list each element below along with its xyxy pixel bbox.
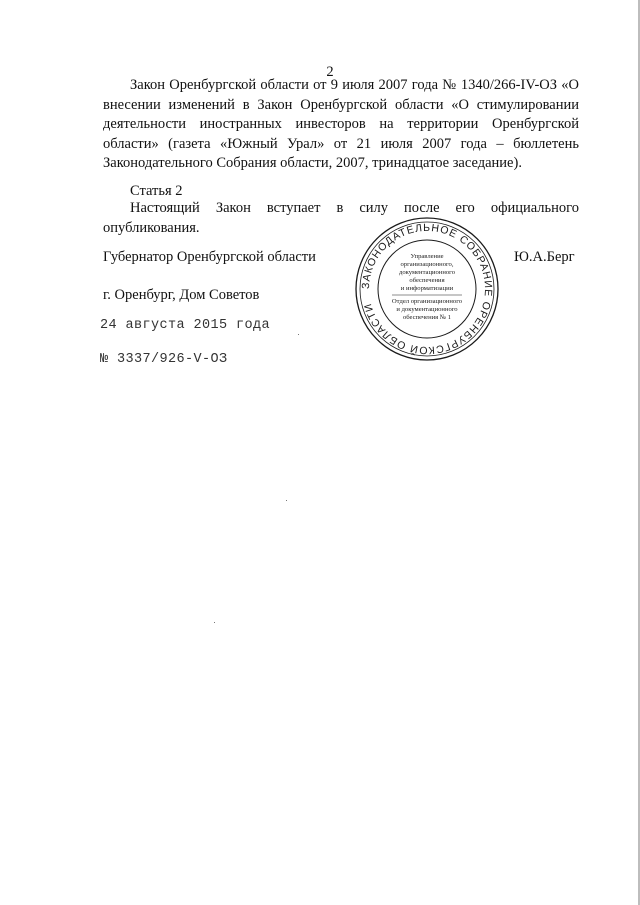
page-number: 2 [326,64,334,80]
article-text-line: опубликования. [103,219,200,236]
article-text-line: Настоящий Закон вступает в силу после его официального [130,200,579,216]
seal-outer-text: ЗАКОНОДАТЕЛЬНОЕ СОБРАНИЕ ОРЕНБУРГСКОЙ ОБЛАСТИ [359,221,495,357]
seal-inner-line: обеспечения [409,277,445,284]
scan-speck [286,500,287,501]
seal-inner-line: и информатизации [400,285,454,292]
seal-inner-line: и документационного [396,306,458,313]
law-reference-line: Законодательного Собрания области, 2007, тринадцатое заседание). [103,155,522,171]
signatory-position: Губернатор Оренбургской области [103,249,316,265]
law-reference-paragraph [103,76,579,174]
signing-date: 24 августа 2015 года [100,318,271,333]
registration-number: № 3337/926-V-ОЗ [100,352,228,367]
article-heading: Статья 2 [130,183,183,199]
scan-speck [298,334,299,335]
seal-inner-line: Отдел организационного [391,298,463,305]
seal-inner-line: организационного, [400,261,454,268]
seal-inner-line: документационного [398,269,456,276]
law-reference-line: деятельности иностранных инвесторов на территории Оренбургской [103,116,579,132]
law-reference-line: области» (газета «Южный Урал» от 21 июля 2007 года – бюллетень [103,135,579,152]
seal-inner-line: обеспечения № 1 [402,314,452,321]
law-reference-line: внесении изменений в Закон Оренбургской области «О стимулировании [103,96,579,113]
official-seal [352,214,502,364]
article-text-paragraph [103,199,579,238]
place-of-signing: г. Оренбург, Дом Советов [103,287,260,303]
seal-inner-line: Управление [410,253,444,260]
scan-speck [214,622,215,623]
signatory-name: Ю.А.Берг [514,249,575,265]
law-reference-line: Закон Оренбургской области от 9 июля 2007 года № 1340/266-IV-ОЗ «О [130,77,579,93]
